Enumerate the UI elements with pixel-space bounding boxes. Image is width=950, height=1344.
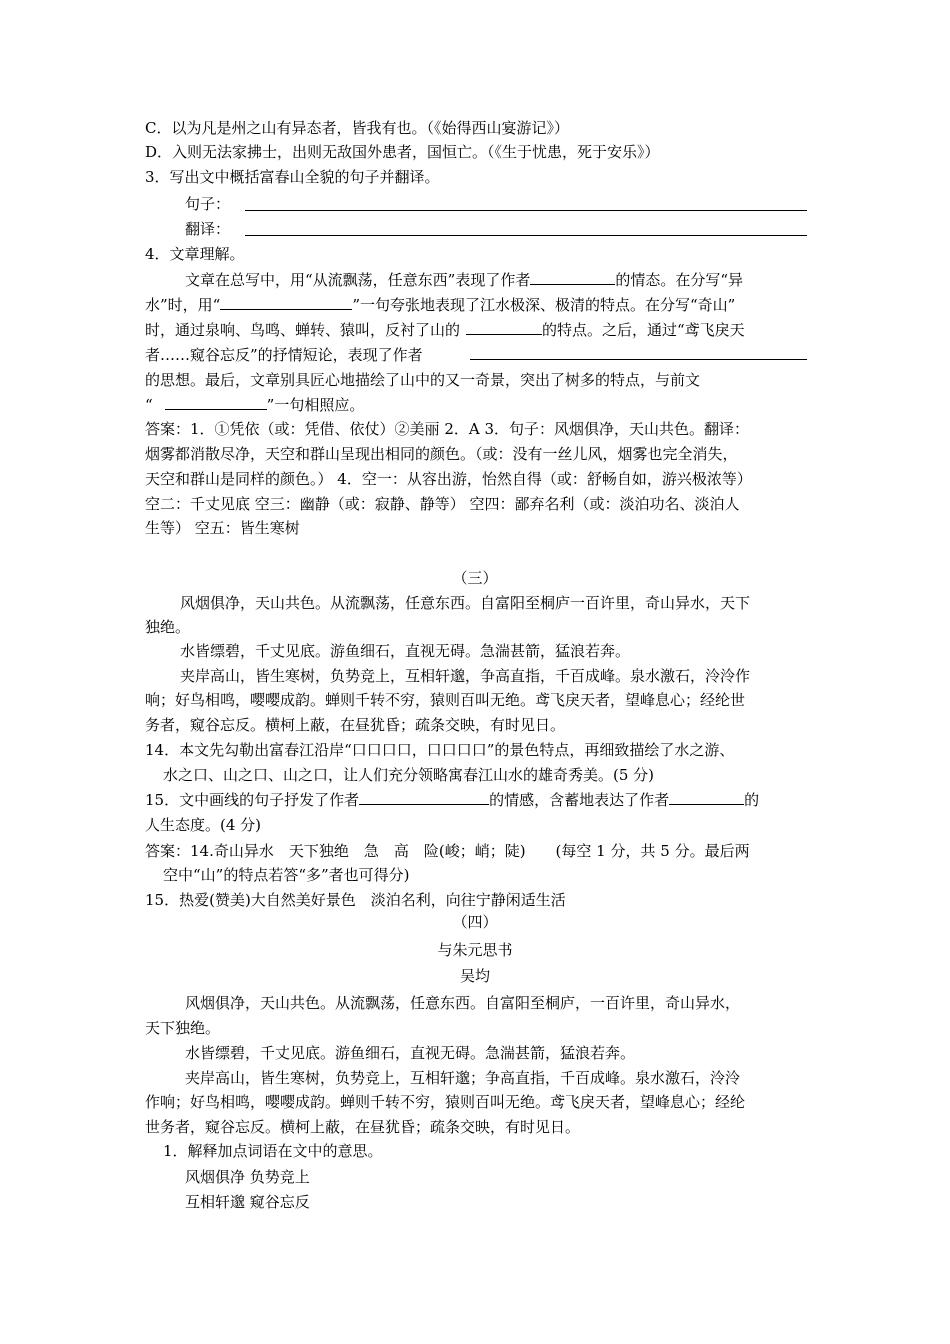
q4-line-2: 水”时，用“ ”一句夸张地表现了江水极深、极清的特点。在分写“奇山” bbox=[145, 296, 736, 314]
sec3-para-2: 水皆缥碧，千丈见底。游鱼细石，直视无碍。急湍甚箭，猛浪若奔。 bbox=[180, 642, 631, 660]
sec4-words-1: 风烟俱净 负势竞上 bbox=[185, 1168, 310, 1186]
sec4-para-3c: 世务者，窥谷忘反。横柯上蔽，在昼犹昏；疏条交映，有时见日。 bbox=[145, 1118, 581, 1136]
q3-sentence-label: 句子： bbox=[185, 195, 231, 213]
sec4-para-2: 水皆缥碧，千丈见底。游鱼细石，直视无碍。急湍甚箭，猛浪若奔。 bbox=[185, 1044, 636, 1062]
q4-blank-1 bbox=[530, 270, 615, 285]
answer-3-line-1: 答案：14.奇山异水 天下独绝 急 高 险(峻；峭；陡) (每空 1 分，共 5 分。最后两 bbox=[145, 842, 750, 860]
sec4-para-3b: 作响；好鸟相鸣，嘤嘤成韵。蝉则千转不穷，猿则百叫无绝。鸢飞戾天者，望峰息心；经纶 bbox=[145, 1093, 746, 1111]
q4-line-5: 的思想。最后，文章别具匠心地描绘了山中的又一奇景，突出了树多的特点，与前文 bbox=[145, 371, 701, 389]
question-14-b: 水之口、山之口、山之口，让人们充分领略寓春江山水的雄奇秀美。(5 分) bbox=[163, 766, 655, 784]
answer-3-line-3: 15．热爱(赞美)大自然美好景色 淡泊名利，向往宁静闲适生活 bbox=[145, 891, 566, 909]
question-15-b: 人生态度。(4 分) bbox=[145, 816, 262, 834]
q15-blank-2 bbox=[669, 790, 744, 805]
sec4-para-1b: 天下独绝。 bbox=[145, 1019, 221, 1037]
essay-author: 吴均 bbox=[459, 967, 490, 985]
option-d: D．入则无法家拂士，出则无敌国外患者，国恒亡。（《生于忧患，死于安乐》） bbox=[145, 143, 660, 161]
q3-sentence-blank bbox=[245, 210, 807, 211]
q3-translation-label: 翻译： bbox=[185, 220, 231, 238]
essay-title: 与朱元思书 bbox=[437, 941, 513, 959]
sec4-words-2: 互相轩邈 窥谷忘反 bbox=[185, 1193, 310, 1211]
sec3-para-3a: 夹岸高山，皆生寒树，负势竞上，互相轩邈，争高直指，千百成峰。泉水激石，泠泠作 bbox=[180, 667, 751, 685]
q4-blank-4 bbox=[470, 359, 807, 360]
section-4-heading: （四） bbox=[452, 913, 498, 931]
q4-line-1: 文章在总写中，用“从流飘荡，任意东西”表现了作者 的情态。在分写“异 bbox=[185, 271, 744, 289]
question-3: 3．写出文中概括富春山全貌的句子并翻译。 bbox=[145, 168, 440, 186]
q4-line-6: “ ”一句相照应。 bbox=[145, 396, 365, 414]
q15-blank-1 bbox=[359, 790, 489, 805]
q4-blank-2 bbox=[220, 295, 352, 310]
q3-translation-blank bbox=[245, 235, 807, 236]
sec4-para-3a: 夹岸高山，皆生寒树，负势竞上，互相轩邈；争高直指，千百成峰。泉水激石，泠泠 bbox=[185, 1069, 741, 1087]
answer-2-line-4: 空二：千丈见底 空三：幽静（或：寂静、静等） 空四：鄙弃名利（或：淡泊功名、淡泊人 bbox=[145, 495, 740, 513]
sec3-para-1b: 独绝。 bbox=[145, 618, 191, 636]
sec4-para-1a: 风烟俱净，天山共色。从流飘荡，任意东西。自富阳至桐庐，一百许里，奇山异水， bbox=[185, 994, 741, 1012]
question-15-a: 15．文中画线的句子抒发了作者 的情感，含蓄地表达了作者 的 bbox=[145, 791, 760, 809]
question-4: 4．文章理解。 bbox=[145, 245, 245, 263]
answer-2-line-2: 烟雾都消散尽净，天空和群山呈现出相同的颜色。（或：没有一丝儿风，烟雾也完全消失， bbox=[145, 445, 738, 463]
section-3-heading: （三） bbox=[452, 569, 498, 587]
q4-blank-3 bbox=[466, 320, 542, 335]
answer-2-line-5: 生等） 空五：皆生寒树 bbox=[145, 519, 300, 537]
q4-line-4: 者……窥谷忘反”的抒情短论，表现了作者 bbox=[145, 346, 423, 364]
q4-blank-5 bbox=[165, 395, 267, 410]
answer-3-line-2: 空中“山”的特点若答“多”者也可得分) bbox=[163, 866, 410, 884]
q4-line-3: 时，通过泉响、鸟鸣、蝉转、猿叫，反衬了山的 的特点。之后，通过“鸢飞戾天 bbox=[145, 321, 745, 339]
sec3-para-3b: 响；好鸟相鸣，嘤嘤成韵。蝉则千转不穷，猿则百叫无绝。鸢飞戾天者，望峰息心；经纶世 bbox=[145, 691, 746, 709]
sec4-question-1: 1．解释加点词语在文中的意思。 bbox=[163, 1142, 383, 1160]
answer-2-line-3: 天空和群山是同样的颜色。） 4．空一：从容出游，怡然自得（或：舒畅自如，游兴极浓等） bbox=[145, 470, 752, 488]
sec3-para-1a: 风烟俱净，天山共色。从流飘荡，任意东西。自富阳至桐庐一百许里，奇山异水，天下 bbox=[180, 594, 751, 612]
option-c: C．以为凡是州之山有异态者，皆我有也。（《始得西山宴游记》） bbox=[145, 119, 569, 137]
answer-2-line-1: 答案：1．①凭依（或：凭借、依仗）②美丽 2．A 3．句子：风烟俱净，天山共色。翻译： bbox=[145, 420, 750, 438]
sec3-para-3c: 务者，窥谷忘反。横柯上蔽，在昼犹昏；疏条交映，有时见日。 bbox=[145, 716, 566, 734]
question-14-a: 14．本文先勾勒出富春江沿岸“口口口口，口口口口”的景色特点，再细致描绘了水之游、 bbox=[145, 741, 735, 759]
